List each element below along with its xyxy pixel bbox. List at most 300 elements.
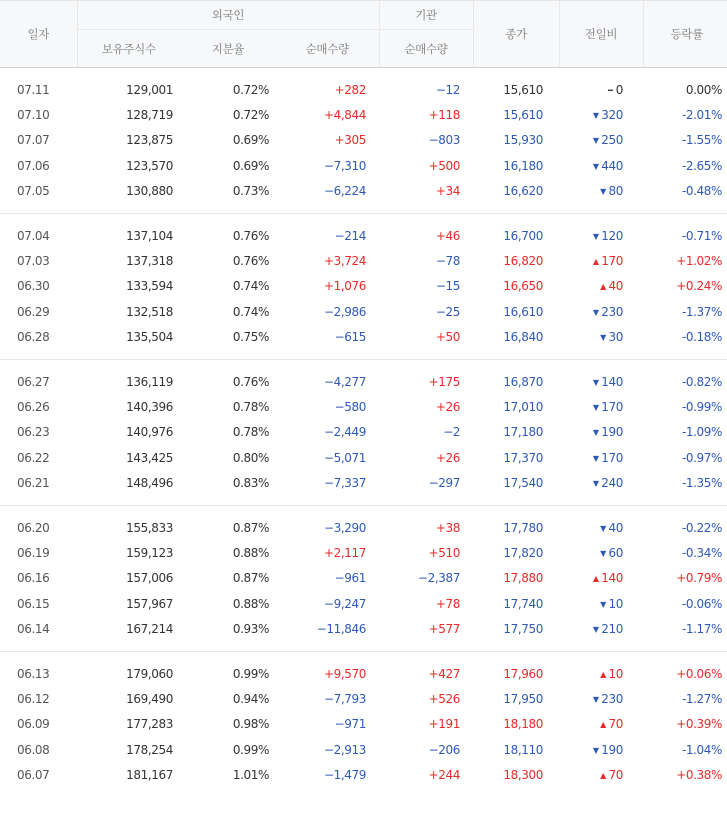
cell-foreign-ratio [180, 566, 276, 591]
cell-rate [643, 394, 727, 419]
cell-rate [643, 299, 727, 324]
table-row [0, 274, 727, 299]
cell-change-value: 70 [608, 717, 623, 732]
cell-change-value: 40 [608, 279, 623, 294]
cell-foreign-shares [77, 153, 180, 178]
cell-institution-net [379, 153, 473, 178]
cell-date [0, 470, 77, 495]
triangle-up-icon: ▲ [592, 257, 599, 267]
cell-foreign-shares [77, 686, 180, 711]
cell-close [473, 540, 559, 565]
cell-foreign-ratio [180, 102, 276, 127]
cell-rate-value: -0.99% [681, 399, 722, 414]
cell-foreign-net [276, 153, 379, 178]
cell-date [0, 737, 77, 762]
cell-date-value: 06.12 [17, 691, 50, 706]
cell-institution-net [379, 325, 473, 350]
cell-foreign-shares-value: 179,060 [126, 666, 173, 681]
cell-institution-net-value: +427 [428, 666, 460, 681]
cell-foreign-ratio-value: 0.76% [232, 374, 269, 389]
cell-institution-net [379, 686, 473, 711]
cell-institution-net [379, 616, 473, 641]
cell-rate [643, 712, 727, 737]
cell-change [559, 179, 643, 204]
cell-foreign-ratio-value: 0.88% [232, 596, 269, 611]
cell-foreign-shares-value: 137,318 [126, 254, 173, 269]
cell-rate-value: -1.37% [681, 304, 722, 319]
cell-institution-net-value: −206 [428, 742, 460, 757]
cell-institution-net [379, 515, 473, 540]
cell-close-value: 16,620 [503, 184, 543, 199]
cell-foreign-shares [77, 470, 180, 495]
cell-close [473, 712, 559, 737]
cell-institution-net [379, 369, 473, 394]
cell-rate-value: -0.97% [681, 450, 722, 465]
cell-institution-net [379, 420, 473, 445]
cell-date [0, 299, 77, 324]
cell-foreign-net [276, 420, 379, 445]
cell-rate-value: -2.65% [681, 158, 722, 173]
cell-foreign-ratio [180, 274, 276, 299]
triangle-up-icon: ▲ [592, 574, 599, 584]
cell-change-value: 10 [608, 596, 623, 611]
cell-change-value: 190 [601, 742, 623, 757]
cell-change [559, 299, 643, 324]
cell-change-value: 80 [608, 184, 623, 199]
cell-rate [643, 153, 727, 178]
triangle-down-icon: ▼ [592, 625, 599, 635]
cell-change-value: 240 [601, 476, 623, 491]
cell-close [473, 325, 559, 350]
triangle-down-icon: ▼ [600, 187, 606, 197]
cell-foreign-ratio [180, 712, 276, 737]
cell-foreign-shares-value: 167,214 [126, 622, 173, 637]
cell-foreign-net-value: −2,913 [323, 742, 366, 757]
cell-institution-net-value: −15 [435, 279, 460, 294]
header-foreign-group: 외국인 [77, 1, 379, 30]
cell-rate [643, 762, 727, 787]
cell-change-value: 140 [601, 571, 623, 586]
cell-rate-value: -1.09% [681, 425, 722, 440]
cell-foreign-shares [77, 737, 180, 762]
cell-institution-net-value: −803 [428, 133, 460, 148]
cell-date [0, 420, 77, 445]
triangle-down-icon: ▼ [600, 523, 606, 533]
cell-date-value: 06.13 [17, 666, 50, 681]
cell-foreign-net-value: +305 [334, 133, 366, 148]
cell-change-value: 30 [608, 330, 623, 345]
cell-date-value: 06.21 [17, 476, 50, 491]
cell-foreign-net [276, 223, 379, 248]
cell-close-value: 17,820 [503, 545, 543, 560]
cell-change [559, 540, 643, 565]
table-row [0, 470, 727, 495]
cell-foreign-ratio-value: 0.75% [232, 330, 269, 345]
cell-change-value: 190 [601, 425, 623, 440]
cell-foreign-ratio [180, 179, 276, 204]
cell-institution-net-value: −297 [428, 476, 460, 491]
cell-rate-value: -0.18% [681, 330, 722, 345]
triangle-down-icon: ▼ [592, 694, 599, 704]
cell-foreign-net [276, 394, 379, 419]
triangle-down-icon: ▼ [592, 307, 599, 317]
table-row [0, 128, 727, 153]
cell-rate [643, 661, 727, 686]
cell-institution-net [379, 445, 473, 470]
cell-close [473, 102, 559, 127]
cell-close [473, 153, 559, 178]
cell-change [559, 153, 643, 178]
cell-foreign-shares-value: 181,167 [126, 768, 173, 783]
cell-change-value: 0 [615, 82, 623, 97]
cell-foreign-net [276, 102, 379, 127]
header-foreign-ratio: 지분율 [180, 30, 276, 68]
cell-foreign-shares-value: 143,425 [126, 450, 173, 465]
cell-institution-net [379, 299, 473, 324]
cell-foreign-ratio [180, 616, 276, 641]
cell-foreign-shares [77, 420, 180, 445]
cell-foreign-ratio [180, 369, 276, 394]
cell-rate [643, 325, 727, 350]
row-group [0, 68, 727, 213]
cell-institution-net [379, 661, 473, 686]
cell-change-value: 70 [608, 768, 623, 783]
table-row [0, 566, 727, 591]
cell-rate-value: -0.06% [681, 596, 722, 611]
cell-rate-value: -0.71% [681, 228, 722, 243]
cell-change [559, 762, 643, 787]
cell-rate-value: -0.22% [681, 520, 722, 535]
cell-close [473, 762, 559, 787]
cell-institution-net [379, 470, 473, 495]
cell-foreign-net-value: −961 [334, 571, 366, 586]
cell-close [473, 445, 559, 470]
cell-institution-net [379, 591, 473, 616]
cell-change-value: 170 [601, 254, 623, 269]
table-row [0, 616, 727, 641]
cell-foreign-net-value: +282 [334, 82, 366, 97]
cell-date-value: 06.19 [17, 545, 50, 560]
cell-foreign-net-value: −5,071 [323, 450, 366, 465]
triangle-up-icon: ▲ [600, 282, 606, 292]
triangle-down-icon: ▼ [600, 548, 606, 558]
cell-institution-net-value: +34 [435, 184, 460, 199]
cell-foreign-net [276, 591, 379, 616]
cell-foreign-ratio-value: 0.80% [232, 450, 269, 465]
table-row [0, 762, 727, 787]
cell-rate-value: +0.79% [676, 571, 722, 586]
cell-foreign-ratio-value: 0.94% [232, 691, 269, 706]
cell-close [473, 515, 559, 540]
cell-foreign-shares [77, 325, 180, 350]
cell-close-value: 17,740 [503, 596, 543, 611]
cell-change-value: 140 [601, 374, 623, 389]
cell-foreign-shares [77, 179, 180, 204]
header-rate: 등락률 [643, 1, 727, 68]
cell-institution-net [379, 540, 473, 565]
cell-foreign-net-value: −11,846 [316, 622, 366, 637]
cell-foreign-ratio-value: 0.76% [232, 228, 269, 243]
cell-foreign-shares [77, 566, 180, 591]
cell-rate [643, 686, 727, 711]
cell-date-value: 07.03 [17, 254, 50, 269]
table-row [0, 686, 727, 711]
row-group [0, 213, 727, 359]
cell-foreign-net-value: −7,310 [323, 158, 366, 173]
cell-institution-net-value: +191 [428, 717, 460, 732]
cell-foreign-shares [77, 540, 180, 565]
cell-foreign-net [276, 566, 379, 591]
cell-date-value: 06.20 [17, 520, 50, 535]
cell-rate [643, 737, 727, 762]
cell-close [473, 686, 559, 711]
cell-close-value: 16,650 [503, 279, 543, 294]
cell-institution-net-value: +38 [435, 520, 460, 535]
cell-foreign-net-value: −3,290 [323, 520, 366, 535]
cell-date [0, 445, 77, 470]
triangle-down-icon: ▼ [592, 479, 599, 489]
dash-icon: ━ [608, 85, 613, 95]
cell-institution-net [379, 77, 473, 102]
table-header [0, 1, 727, 68]
cell-close [473, 737, 559, 762]
cell-date-value: 06.14 [17, 622, 50, 637]
cell-change-value: 250 [601, 133, 623, 148]
cell-date [0, 248, 77, 273]
cell-change-value: 440 [601, 158, 623, 173]
cell-foreign-net-value: −2,986 [323, 304, 366, 319]
cell-close [473, 299, 559, 324]
cell-close [473, 128, 559, 153]
cell-institution-net-value: +78 [435, 596, 460, 611]
cell-foreign-shares [77, 274, 180, 299]
triangle-up-icon: ▲ [600, 720, 606, 730]
cell-institution-net-value: +510 [428, 545, 460, 560]
cell-date-value: 07.07 [17, 133, 50, 148]
cell-foreign-ratio [180, 762, 276, 787]
cell-institution-net [379, 394, 473, 419]
cell-change-value: 230 [601, 304, 623, 319]
cell-rate [643, 128, 727, 153]
cell-foreign-net-value: −580 [334, 399, 366, 414]
cell-foreign-ratio-value: 0.74% [232, 279, 269, 294]
cell-change-value: 120 [601, 228, 623, 243]
cell-date [0, 394, 77, 419]
cell-foreign-shares [77, 515, 180, 540]
cell-foreign-ratio-value: 0.98% [232, 717, 269, 732]
cell-change-value: 40 [608, 520, 623, 535]
cell-foreign-net [276, 445, 379, 470]
cell-date-value: 06.16 [17, 571, 50, 586]
triangle-down-icon: ▼ [592, 136, 599, 146]
cell-close-value: 17,370 [503, 450, 543, 465]
cell-institution-net [379, 566, 473, 591]
table-row [0, 153, 727, 178]
cell-foreign-shares-value: 129,001 [126, 82, 173, 97]
cell-date-value: 07.05 [17, 184, 50, 199]
triangle-up-icon: ▲ [600, 771, 606, 781]
cell-foreign-ratio [180, 153, 276, 178]
cell-foreign-ratio-value: 0.69% [232, 133, 269, 148]
cell-foreign-net-value: −7,337 [323, 476, 366, 491]
cell-institution-net [379, 248, 473, 273]
investor-trading-rows [0, 68, 727, 797]
cell-institution-net-value: +577 [428, 622, 460, 637]
cell-institution-net-value: −2,387 [417, 571, 460, 586]
cell-rate-value: -1.04% [681, 742, 722, 757]
cell-change-value: 10 [608, 666, 623, 681]
cell-foreign-ratio-value: 0.69% [232, 158, 269, 173]
cell-rate-value: +0.39% [676, 717, 722, 732]
cell-change [559, 737, 643, 762]
cell-foreign-ratio-value: 0.73% [232, 184, 269, 199]
cell-rate-value: +0.38% [676, 768, 722, 783]
cell-foreign-shares-value: 130,880 [126, 184, 173, 199]
cell-foreign-net [276, 77, 379, 102]
cell-date [0, 712, 77, 737]
cell-close-value: 18,110 [503, 742, 543, 757]
cell-foreign-ratio [180, 394, 276, 419]
cell-close [473, 470, 559, 495]
cell-foreign-shares [77, 591, 180, 616]
cell-close-value: 15,610 [503, 108, 543, 123]
cell-close [473, 223, 559, 248]
cell-close-value: 16,840 [503, 330, 543, 345]
cell-close [473, 420, 559, 445]
triangle-up-icon: ▲ [600, 669, 606, 679]
cell-change [559, 661, 643, 686]
table-row [0, 102, 727, 127]
cell-date [0, 540, 77, 565]
cell-foreign-net [276, 325, 379, 350]
cell-foreign-ratio [180, 420, 276, 445]
triangle-down-icon: ▼ [592, 231, 599, 241]
cell-institution-net-value: +244 [428, 768, 460, 783]
table-row [0, 737, 727, 762]
cell-foreign-net-value: −7,793 [323, 691, 366, 706]
triangle-down-icon: ▼ [592, 111, 599, 121]
cell-foreign-net-value: −1,479 [323, 768, 366, 783]
cell-foreign-ratio-value: 0.87% [232, 571, 269, 586]
cell-rate [643, 274, 727, 299]
cell-close-value: 17,880 [503, 571, 543, 586]
cell-rate [643, 420, 727, 445]
table-row [0, 77, 727, 102]
cell-change [559, 515, 643, 540]
cell-date-value: 06.07 [17, 768, 50, 783]
cell-close-value: 16,610 [503, 304, 543, 319]
cell-rate [643, 591, 727, 616]
cell-institution-net-value: +46 [435, 228, 460, 243]
cell-foreign-net-value: +3,724 [323, 254, 366, 269]
cell-change-value: 60 [608, 545, 623, 560]
cell-rate [643, 616, 727, 641]
triangle-down-icon: ▼ [592, 161, 599, 171]
cell-change [559, 369, 643, 394]
cell-close [473, 566, 559, 591]
table-row [0, 445, 727, 470]
cell-rate [643, 445, 727, 470]
cell-foreign-net [276, 369, 379, 394]
cell-foreign-net [276, 661, 379, 686]
triangle-down-icon: ▼ [592, 377, 599, 387]
cell-institution-net [379, 179, 473, 204]
cell-foreign-net-value: −4,277 [323, 374, 366, 389]
cell-foreign-net-value: −971 [334, 717, 366, 732]
cell-close [473, 179, 559, 204]
cell-foreign-shares [77, 616, 180, 641]
cell-foreign-ratio [180, 540, 276, 565]
cell-foreign-net-value: +2,117 [323, 545, 366, 560]
cell-close-value: 17,960 [503, 666, 543, 681]
row-group [0, 505, 727, 651]
cell-foreign-net [276, 540, 379, 565]
cell-close-value: 15,610 [503, 82, 543, 97]
cell-close [473, 248, 559, 273]
triangle-down-icon: ▼ [592, 402, 599, 412]
cell-foreign-ratio [180, 248, 276, 273]
cell-date-value: 07.10 [17, 108, 50, 123]
triangle-down-icon: ▼ [600, 599, 606, 609]
cell-change-value: 230 [601, 691, 623, 706]
cell-foreign-net [276, 616, 379, 641]
cell-foreign-shares [77, 77, 180, 102]
cell-date [0, 223, 77, 248]
header-close: 종가 [473, 1, 559, 68]
triangle-down-icon: ▼ [592, 745, 599, 755]
cell-date-value: 06.15 [17, 596, 50, 611]
cell-rate-value: -1.27% [681, 691, 722, 706]
cell-foreign-net-value: +4,844 [323, 108, 366, 123]
cell-close-value: 16,870 [503, 374, 543, 389]
cell-close-value: 17,780 [503, 520, 543, 535]
cell-foreign-shares-value: 157,006 [126, 571, 173, 586]
cell-date [0, 591, 77, 616]
cell-foreign-shares [77, 394, 180, 419]
row-group [0, 651, 727, 796]
cell-change [559, 248, 643, 273]
cell-foreign-ratio [180, 223, 276, 248]
cell-foreign-shares-value: 159,123 [126, 545, 173, 560]
triangle-down-icon: ▼ [600, 333, 606, 343]
cell-institution-net-value: +175 [428, 374, 460, 389]
cell-rate-value: +0.06% [676, 666, 722, 681]
cell-date [0, 762, 77, 787]
cell-institution-net-value: −12 [435, 82, 460, 97]
cell-close [473, 616, 559, 641]
cell-close [473, 369, 559, 394]
cell-date [0, 102, 77, 127]
cell-close [473, 77, 559, 102]
cell-foreign-shares [77, 299, 180, 324]
cell-change [559, 470, 643, 495]
cell-foreign-ratio-value: 0.93% [232, 622, 269, 637]
cell-foreign-shares-value: 135,504 [126, 330, 173, 345]
cell-change [559, 325, 643, 350]
cell-close-value: 17,180 [503, 425, 543, 440]
cell-institution-net [379, 737, 473, 762]
cell-foreign-shares [77, 223, 180, 248]
cell-institution-net-value: −78 [435, 254, 460, 269]
cell-change [559, 128, 643, 153]
table-row [0, 299, 727, 324]
cell-foreign-net [276, 470, 379, 495]
cell-change [559, 274, 643, 299]
cell-rate [643, 77, 727, 102]
cell-date-value: 06.09 [17, 717, 50, 732]
cell-foreign-shares-value: 128,719 [126, 108, 173, 123]
table-row [0, 540, 727, 565]
